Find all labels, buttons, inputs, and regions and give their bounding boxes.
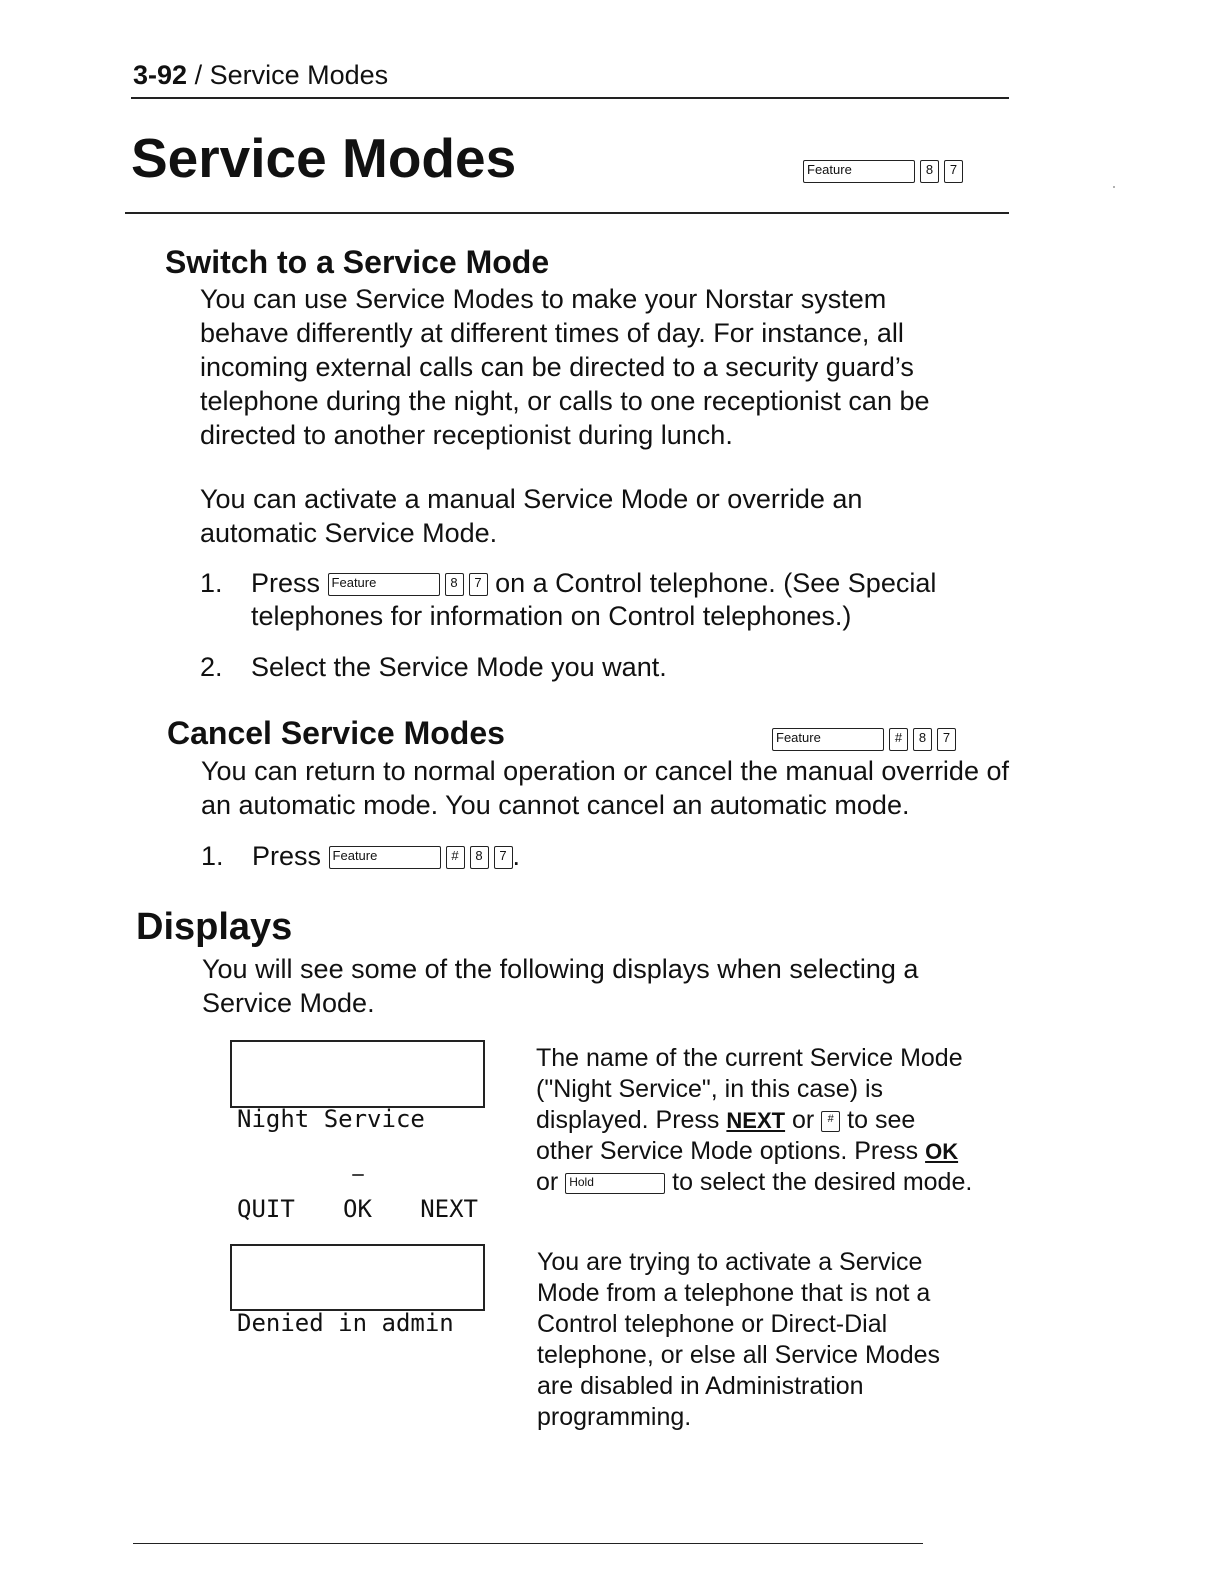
hash-key: # bbox=[889, 728, 908, 751]
title-key-sequence bbox=[803, 160, 963, 183]
ok-softkey-label: OK bbox=[925, 1139, 959, 1164]
digit-key: 7 bbox=[944, 160, 963, 183]
step-text: . bbox=[512, 841, 521, 871]
cancel-heading: Cancel Service Modes bbox=[167, 715, 505, 751]
step-item bbox=[201, 840, 901, 873]
lcd-display bbox=[230, 1040, 485, 1223]
step-number: 1. bbox=[201, 841, 224, 871]
feature-key: Feature bbox=[329, 846, 441, 869]
activate-paragraph: You can activate a manual Service Mode or override an automatic Service Mode. bbox=[200, 484, 863, 548]
cancel-key-sequence bbox=[772, 728, 956, 751]
header-rule bbox=[131, 97, 1009, 99]
displays-heading: Displays bbox=[136, 906, 293, 948]
cancel-paragraph: You can return to normal operation or cancel the manual override of an automatic mode. You cannot cancel an automatic mode. bbox=[201, 756, 1009, 820]
digit-key: 7 bbox=[937, 728, 956, 751]
feature-key: Feature bbox=[328, 573, 440, 596]
step-number: 2. bbox=[200, 652, 223, 682]
running-header bbox=[133, 60, 388, 91]
softkey-ok: OK bbox=[343, 1195, 372, 1223]
feature-key: Feature bbox=[772, 728, 884, 751]
page-number: 3-92 bbox=[133, 60, 188, 90]
title-rule bbox=[125, 212, 1009, 214]
digit-key: 8 bbox=[470, 846, 489, 869]
display-description bbox=[537, 1247, 967, 1433]
switch-paragraph: You can use Service Modes to make your Norstar system behave differently at different times of day. For instance, all incoming external calls can be directed to a security guard’s telephone during the night, or calls to one receptionist can be directed to another receptionist during lunch. bbox=[200, 284, 930, 450]
lcd-line: Denied in admin bbox=[237, 1309, 454, 1337]
hash-key: # bbox=[446, 846, 465, 869]
step-item bbox=[200, 651, 1000, 684]
digit-key: 8 bbox=[920, 160, 939, 183]
step-text: Select the Service Mode you want. bbox=[251, 652, 667, 682]
scan-speck bbox=[352, 1174, 364, 1176]
digit-key: 8 bbox=[913, 728, 932, 751]
desc-text: to see other Service Mode options. Press bbox=[536, 1106, 919, 1165]
desc-text: or bbox=[792, 1106, 815, 1134]
step-key-sequence bbox=[328, 573, 488, 596]
lcd-line: Night Service bbox=[237, 1105, 425, 1133]
feature-key: Feature bbox=[803, 160, 915, 183]
display-description bbox=[536, 1043, 976, 1198]
desc-text: or bbox=[536, 1168, 559, 1196]
running-section: / Service Modes bbox=[194, 60, 389, 90]
digit-key: 8 bbox=[445, 573, 464, 596]
hold-key: Hold bbox=[565, 1173, 665, 1194]
displays-intro bbox=[202, 952, 962, 1020]
page-title: Service Modes bbox=[131, 127, 517, 189]
softkey-next: NEXT bbox=[420, 1195, 478, 1223]
footer-rule bbox=[133, 1543, 923, 1544]
cancel-steps bbox=[201, 840, 901, 873]
cancel-body bbox=[201, 754, 1016, 822]
step-key-sequence bbox=[329, 846, 513, 869]
displays-intro-text: You will see some of the following displays when selecting a Service Mode. bbox=[202, 954, 919, 1018]
lcd-display bbox=[230, 1244, 485, 1337]
step-text: Press bbox=[251, 568, 321, 598]
desc-text: You are trying to activate a Service Mode from a telephone that is not a Control telephone or Direct-Dial telephone, or else all Service Modes are disabled in Administration programming. bbox=[537, 1248, 941, 1431]
desc-text: to select the desired mode. bbox=[672, 1168, 973, 1196]
step-number: 1. bbox=[200, 568, 223, 598]
switch-heading: Switch to a Service Mode bbox=[165, 244, 550, 280]
digit-key: 7 bbox=[469, 573, 488, 596]
switch-body-2 bbox=[200, 482, 960, 550]
next-softkey-label: NEXT bbox=[726, 1108, 786, 1133]
step-text: Press bbox=[252, 841, 322, 871]
digit-key: 7 bbox=[494, 846, 513, 869]
softkey-quit: QUIT bbox=[237, 1195, 295, 1223]
hash-key: # bbox=[821, 1111, 840, 1132]
switch-body bbox=[200, 282, 980, 452]
step-text: on a Control telephone. (See Special telephones for information on Control telephones.) bbox=[251, 568, 937, 631]
lcd-softkey-row bbox=[237, 1194, 478, 1224]
desc-text: The name of the current Service Mode ("Night Service", in this case) is displayed. Press bbox=[536, 1044, 963, 1134]
step-item bbox=[200, 567, 1000, 633]
switch-steps bbox=[200, 567, 1000, 684]
scan-speck bbox=[1113, 186, 1115, 188]
